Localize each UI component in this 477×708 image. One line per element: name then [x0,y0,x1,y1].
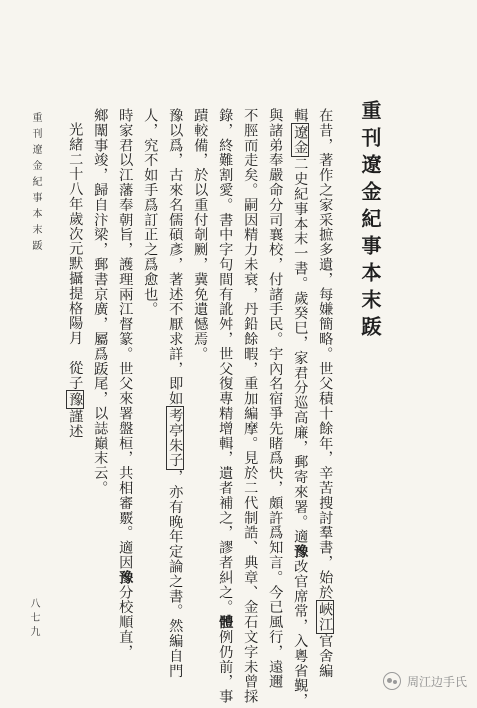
boxed-person-name: 考亭朱子 [167,408,184,468]
boxed-place-name: 峽江 [317,601,334,632]
column-text: ，古來名儒碩彥，著述不厭求詳，即如 [167,152,184,407]
boxed-author-name: 豫 [67,392,84,408]
text-column-10 [93,108,107,628]
boxed-dynasty-name: 遼金 [292,124,309,155]
author-name: 豫 [292,544,309,560]
document-title: 重刊遼金紀事本末䟦 [358,100,382,343]
date-line: 光緒二十八年歲次元默攝提格陽月 [67,122,84,346]
column-text: 一書。歲癸巳，家君分巡高廉，郵寄來署。適 [292,246,309,545]
text-column-6 [193,108,207,628]
column-text: 豫以爲 [167,108,184,153]
text-column-2 [292,108,309,708]
text-column-7 [167,108,184,679]
column-text: 鄉闈事竣，歸自汴梁，郵書京廣，屬爲䟦尾，以誌巔末云。 [92,108,109,496]
text-column-3 [267,108,284,690]
page-number: 八七九 [28,598,39,640]
column-text: 官舍編 [317,633,334,679]
column-text: 人，究不如手爲訂正之爲愈也。 [142,108,159,317]
column-text: 錄，終難割愛。書中字句間有訛舛，世父復專精增輯，遺者補之，謬者糾之。 [217,108,234,615]
watermark [383,672,467,690]
column-text: 謹述 [67,409,84,439]
wechat-icon [383,672,401,690]
author-name: 豫 [117,569,134,585]
column-text: 時家君以江藩奉朝旨，護理兩江督篆。世父來署盤桓，共相審覈。適因 [117,108,134,570]
column-text: 輯 [292,108,309,123]
column-text: 例仍前，事 [217,629,234,705]
watermark-text: 周江边手氏 [406,674,467,689]
column-text: ，亦有晚年定論之書。然編自門 [167,469,184,679]
column-text: 不脛而走矣。嗣因精力未衰，丹鉛餘暇，重加編摩。見於二代制誥、典章、金石文字未曾採 [242,108,259,704]
text-column-4 [242,108,259,704]
signature-column [68,122,82,642]
text-column-9 [117,108,134,660]
column-text: 改官席常，入粵省覲， [292,559,309,708]
text-column-1 [317,108,334,679]
column-text: 分校順直， [117,584,134,660]
column-text: 二史紀事本末 [292,156,309,247]
text-column-8 [143,108,157,628]
column-text: 與諸弟奉嚴命分司襄校，付諸手民。宇內名宿爭先睹爲快，頗許爲知言。今已風行，遠邇 [267,108,284,690]
running-head: 重刊遼金紀事本末䟦 [30,112,41,256]
column-text: 蹟較備，於以重付剞劂，冀免遺憾焉。 [192,108,209,362]
column-text: 從子 [67,345,84,391]
text-column-5 [217,108,234,705]
column-text: 在昔，著作之家采摭多遺，每嫌簡略。世父積十餘年，辛苦搜討羣書，始於 [317,108,334,600]
bold-char: 體 [217,614,234,630]
